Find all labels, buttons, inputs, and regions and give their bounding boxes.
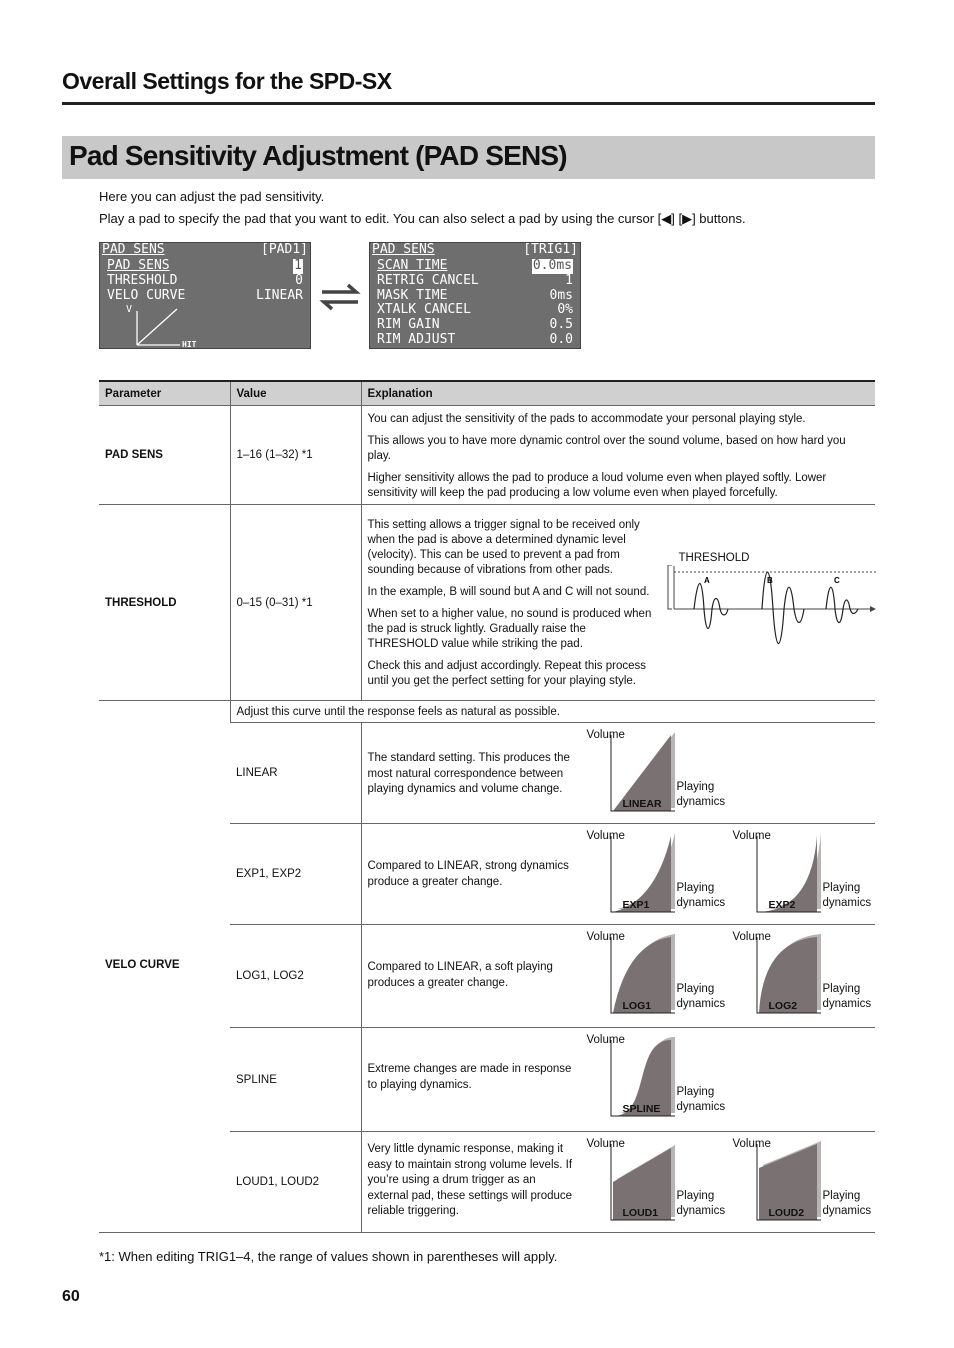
curve-name-label: SPLINE (622, 1103, 661, 1115)
switch-arrows-icon (318, 281, 362, 313)
param-explanation (361, 505, 875, 701)
param-value: SPLINE (230, 1028, 361, 1132)
footnote: *1: When editing TRIG1–4, the range of values shown in parentheses will apply. (99, 1249, 558, 1264)
lcd-row-value: 0.0 (549, 332, 573, 347)
param-value: 1–16 (1–32) *1 (230, 406, 361, 505)
axis-label-playing-dynamics (677, 780, 726, 810)
curve-name-label: EXP1 (622, 899, 650, 911)
axis-label-dynamics: dynamics (676, 1101, 726, 1113)
lcd-row-label: RIM GAIN (377, 317, 440, 332)
axis-label-dynamics: dynamics (676, 897, 726, 909)
table-row (99, 406, 875, 505)
axis-label-playing: Playing (676, 1086, 715, 1098)
parameter-table (99, 380, 875, 1233)
curve-explanation: Compared to LINEAR, strong dynamics produce a greater change. (367, 860, 569, 888)
table-row (99, 505, 875, 701)
axis-label-playing: Playing (676, 882, 715, 894)
lcd-row-label: MASK TIME (377, 288, 448, 303)
axis-label-playing-dynamics (677, 1189, 726, 1219)
lcd-row-value: 0.5 (549, 317, 573, 332)
explanation-paragraph: When set to a higher value, no sound is produced when the pad is struck lightly. Gradually raise the THRESHOLD value while striking the pad. (367, 608, 652, 650)
axis-label-playing-dynamics (677, 982, 726, 1012)
param-name: THRESHOLD (99, 505, 230, 701)
lcd-row-label: RETRIG CANCEL (377, 273, 479, 288)
param-name: VELO CURVE (99, 701, 230, 1233)
threshold-waveform-figure (662, 565, 876, 645)
table-header-row (99, 381, 875, 406)
lcd-axis-hit: HIT (182, 340, 197, 349)
axis-label-volume: Volume (732, 1138, 771, 1150)
page-title: Pad Sensitivity Adjustment (PAD SENS) (69, 140, 567, 171)
axis-label-volume: Volume (732, 931, 771, 943)
axis-label-dynamics: dynamics (822, 998, 872, 1010)
wave-label-c: C (833, 576, 840, 585)
lcd-pad-sens-screen (99, 242, 311, 349)
explanation-paragraph: You can adjust the sensitivity of the pads to accommodate your personal playing style. (367, 413, 806, 425)
lcd-row-label: XTALK CANCEL (377, 302, 471, 317)
axis-label-dynamics: dynamics (822, 1205, 872, 1217)
lcd-row-value: 0.0ms (532, 258, 572, 273)
lcd-header-right: [PAD1] (261, 242, 308, 257)
param-name: PAD SENS (99, 406, 230, 505)
header-explanation: Explanation (361, 381, 875, 406)
axis-label-dynamics: dynamics (822, 897, 872, 909)
lcd-header-left: PAD SENS (102, 242, 165, 257)
axis-label-playing: Playing (822, 983, 861, 995)
lcd-row-label: VELO CURVE (107, 288, 186, 303)
header-value: Value (230, 381, 361, 406)
axis-label-playing: Playing (676, 1190, 715, 1202)
curve-explanation: Very little dynamic response, making it easy to maintain strong volume levels. If you’re using a drum trigger as an external pad, these settings will produce reliable triggering. (367, 1143, 573, 1217)
curve-cell (361, 1132, 875, 1233)
curve-name-label: LOUD2 (768, 1207, 805, 1219)
axis-label-playing-dynamics (677, 1085, 726, 1115)
lcd-row-label: SCAN TIME (377, 258, 448, 273)
lcd-velocity-graph (100, 243, 310, 348)
axis-label-dynamics: dynamics (676, 796, 726, 808)
curve-name-label: LOG1 (622, 1000, 652, 1012)
param-value: 0–15 (0–31) *1 (230, 505, 361, 701)
axis-label-playing: Playing (676, 781, 715, 793)
axis-label-playing-dynamics (677, 881, 726, 911)
lcd-row-label: RIM ADJUST (377, 332, 456, 347)
axis-label-volume: Volume (586, 1138, 625, 1150)
lcd-header-right: [TRIG1] (523, 242, 578, 257)
wave-label-b: B (766, 576, 773, 585)
axis-label-volume: Volume (732, 830, 771, 842)
axis-label-volume: Volume (586, 830, 625, 842)
section-divider (62, 102, 875, 105)
axis-label-playing-dynamics (823, 881, 872, 911)
curve-name-label: LINEAR (622, 798, 662, 810)
lcd-row-value: 1 (294, 258, 302, 273)
table-row (99, 701, 875, 723)
page-number: 60 (62, 1288, 80, 1305)
curve-explanation: Compared to LINEAR, a soft playing produces a greater change. (367, 961, 553, 989)
axis-label-volume: Volume (586, 931, 625, 943)
lcd-header-left: PAD SENS (372, 242, 435, 257)
param-value: LOUD1, LOUD2 (230, 1132, 361, 1233)
explanation-paragraph: This setting allows a trigger signal to be received only when the pad is above a determined dynamic level (velocity). This can be used to prevent a pad from sounding because of vibrations from other pads. (367, 519, 640, 576)
axis-label-playing: Playing (822, 1190, 861, 1202)
lcd-row-value: 0ms (549, 288, 573, 303)
lcd-row-value: LINEAR (256, 288, 303, 303)
lcd-axis-v: V (126, 304, 133, 315)
section-title: Overall Settings for the SPD-SX (62, 68, 392, 94)
wave-label-a: A (703, 576, 710, 585)
axis-label-volume: Volume (586, 729, 625, 741)
threshold-figure-label: THRESHOLD (678, 552, 750, 564)
intro-line-1: Here you can adjust the pad sensitivity. (99, 189, 325, 204)
explanation-paragraph: Check this and adjust accordingly. Repeat this process until you get the perfect setting for your playing style. (367, 660, 646, 687)
explanation-paragraph: This allows you to have more dynamic control over the sound volume, based on how hard you play. (367, 435, 846, 462)
axis-label-playing: Playing (822, 882, 861, 894)
axis-label-dynamics: dynamics (676, 1205, 726, 1217)
explanation-paragraph: In the example, B will sound but A and C will not sound. (367, 586, 650, 598)
curve-cell (361, 723, 875, 824)
lcd-row-label: PAD SENS (107, 258, 170, 273)
intro-line-2: Play a pad to specify the pad that you want to edit. You can also select a pad by using the cursor [◀] [▶] buttons. (99, 211, 746, 226)
curve-name-label: EXP2 (768, 899, 796, 911)
lcd-row-value: 0 (295, 273, 303, 288)
curve-name-label: LOG2 (768, 1000, 798, 1012)
param-value: EXP1, EXP2 (230, 824, 361, 925)
curve-explanation: Extreme changes are made in response to playing dynamics. (367, 1063, 572, 1091)
curve-cell (361, 925, 875, 1028)
lcd-row-value: 1 (565, 273, 573, 288)
header-parameter: Parameter (99, 381, 230, 406)
lcd-trig-screen (369, 242, 581, 349)
param-value: LOG1, LOG2 (230, 925, 361, 1028)
axis-label-volume: Volume (586, 1034, 625, 1046)
lcd-row-value: 0% (557, 302, 573, 317)
axis-label-dynamics: dynamics (676, 998, 726, 1010)
curve-explanation: The standard setting. This produces the most natural correspondence between playing dynamics and volume change. (367, 752, 570, 795)
explanation-paragraph: Higher sensitivity allows the pad to produce a loud volume even when played softly. Lower sensitivity will keep the pad producing a low volume even when played forcefully. (367, 472, 827, 499)
axis-label-playing: Playing (676, 983, 715, 995)
velo-curve-intro: Adjust this curve until the response feels as natural as possible. (230, 701, 875, 723)
curve-cell (361, 1028, 875, 1132)
param-explanation (361, 406, 875, 505)
param-value: LINEAR (230, 723, 361, 824)
lcd-row-label: THRESHOLD (107, 273, 178, 288)
curve-cell (361, 824, 875, 925)
curve-name-label: LOUD1 (622, 1207, 659, 1219)
axis-label-playing-dynamics (823, 982, 872, 1012)
axis-label-playing-dynamics (823, 1189, 872, 1219)
